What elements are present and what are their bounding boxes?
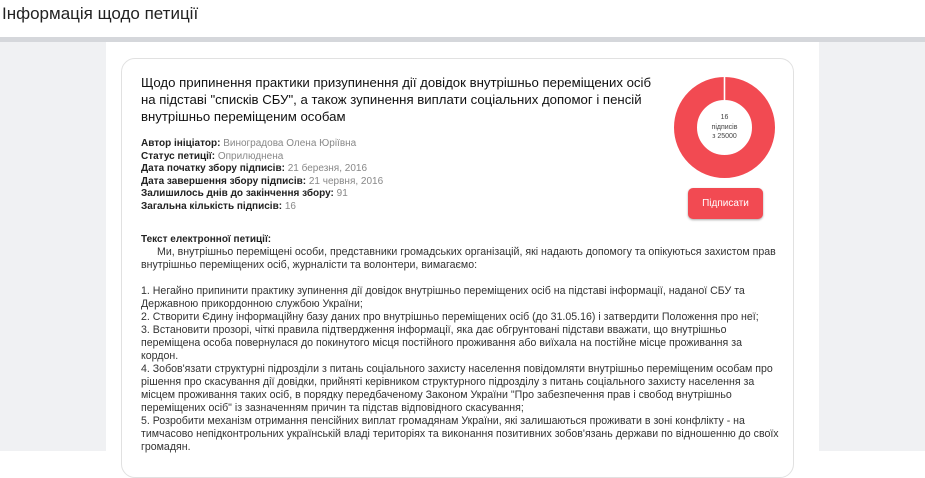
meta-value: Виноградова Олена Юріївна [223,138,357,149]
petition-text [141,246,781,454]
meta-value: 21 березня, 2016 [287,163,368,175]
meta-value: Оприлюднена [217,150,284,162]
meta-value: 21 червня, 2016 [308,175,384,187]
petition-demand-item: 5. Розробити механізм отримання пенсійних виплат громадянам України, які залишаються проживати в зоні конфлікту - на тимчасово непідконтрольних українській владі територіях та виконання позитивних зобов'язань держави по відношенню до своїх громадян. [141,415,779,453]
petition-intro: Ми, внутрішньо переміщені особи, представники громадських організацій, які надають допомогу та опікуються захистом прав внутрішньо переміщених осіб, журналісти та волонтери, вимагаємо: [141,246,776,271]
petition-demand-item: 1. Негайно припинити практику зупинення дії довідок внутрішньо переміщених осіб на підставі інформації, наданої СБУ та Державною прикордонною службою України; [141,285,745,310]
meta-label: Дата завершення збору підписів: [141,175,307,187]
meta-value: 91 [336,188,348,200]
page-title: Інформація щодо петиції [2,4,199,23]
progress-unit: підписів [711,123,738,131]
meta-days-left [141,188,383,201]
meta-status [141,151,383,164]
meta-end-date [141,176,383,189]
sign-button[interactable]: Підписати [688,188,763,219]
petition-text-label: Текст електронної петиції: [141,234,272,245]
petition-meta [141,138,383,214]
meta-start-date [141,163,383,176]
meta-label: Залишилось днів до закінчення збору: [141,188,334,200]
petition-demand-item: 4. Зобов'язати структурні підрозділи з питань соціального захисту населення повідомляти внутрішньо переміщеним особам про рішення про скасування дії довідки, прийняті керівником структурного підрозділу з питань соціального захисту населення за місцем проживання таких осіб, в порядку передбаченому Законом України "Про забезпечення прав і свобод внутрішньо переміщених осіб" із зазначенням причин та підстав відповідного скасування; [141,363,773,414]
meta-signature-count [141,201,383,214]
petition-demand-item: 3. Встановити прозорі, чіткі правила підтвердження інформації, яка дає обгрунтовані підстави вважати, що внутрішньо переміщена особа повернулася до покинутого місця постійного проживання або виїхала на постійне місце проживання за кордон. [141,324,742,362]
signature-progress-label [674,113,775,142]
petition-demand-item: 2. Створити Єдину інформаційну базу даних про внутрішньо переміщених осіб (до 31.05.16) і затвердити Положення про неї; [141,311,759,323]
meta-label: Дата початку збору підписів: [141,163,285,175]
meta-author [141,138,383,151]
meta-value: 16 [284,200,296,212]
meta-label: Загальна кількість підписів: [141,200,283,212]
progress-goal: з 25000 [712,133,737,140]
meta-label: Статус петиції: [141,150,216,162]
progress-signatures: 16 [720,114,729,121]
meta-label: Автор ініціатор: [141,138,221,149]
petition-title: Щодо припинення практики призупинення дії довідок внутрішньо переміщених осіб на підставі "списків СБУ", а також зупинення виплати соціальних допомог і пенсій внутрішньо переміщеним особам [141,75,651,124]
